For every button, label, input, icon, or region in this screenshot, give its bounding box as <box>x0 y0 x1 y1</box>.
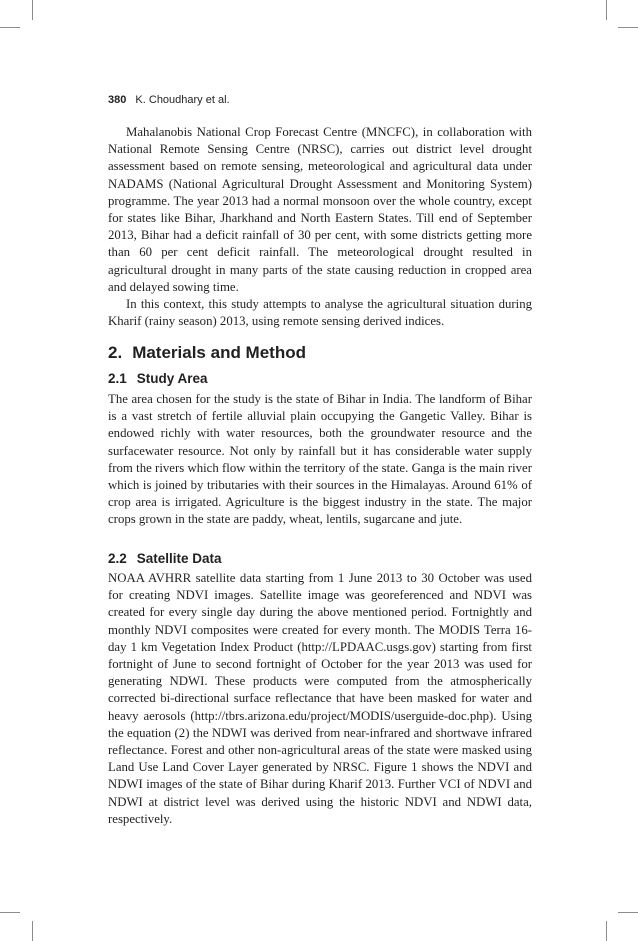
crop-mark-bottom-left-h <box>0 912 20 913</box>
section-heading <box>108 343 306 363</box>
page-number: 380 <box>108 94 127 106</box>
satellite-data-block <box>108 570 532 828</box>
section-title: Materials and Method <box>132 343 306 362</box>
intro-block <box>108 124 532 330</box>
crop-mark-top-left-v <box>32 0 33 20</box>
subsection-number: 2.2 <box>108 551 127 566</box>
crop-mark-top-right-h <box>618 27 638 28</box>
intro-paragraph-2: In this context, this study attempts to analyse the agricultural situation during Kharif (rainy season) 2013, using remote sensing derived indices. <box>108 297 532 329</box>
crop-mark-bottom-right-v <box>606 921 607 941</box>
subsection-title: Satellite Data <box>136 551 222 566</box>
subsection-number: 2.1 <box>108 371 127 386</box>
running-head <box>108 94 230 106</box>
satellite-data-paragraph: NOAA AVHRR satellite data starting from 1 June 2013 to 30 October was used for creating NDVI images. Satellite image was georeferenced and NDVI was created for every single day during the above mentioned period. Fortnightly and monthly NDVI composites were created for every month. The MODIS Terra 16-day 1 km Vegetation Index Product (http://LPDAAC.usgs.gov) starting from first fortnight of June to second fortnight of October for the year 2013 was used for generating NDWI. These products were computed from the atmospherically corrected bi-directional surface reflectance that have been masked for water and heavy aerosols (http://tbrs.arizona.edu/project/MODIS/userguide-doc.php). Using the equation (2) the NDWI was derived from near-infrared and shortwave infrared reflectance. Forest and other non-agricultural areas of the state were masked using Land Use Land Cover Layer generated by NRSC. Figure 1 shows the NDVI and NDWI images of the state of Bihar during Kharif 2013. Further VCI of NDVI and NDWI at district level was derived using the historic NDVI and NDWI data, respectively. <box>108 571 532 826</box>
crop-mark-bottom-right-h <box>618 912 638 913</box>
crop-mark-top-right-v <box>606 0 607 20</box>
crop-mark-top-left-h <box>0 27 20 28</box>
subsection-heading-study-area <box>108 371 208 386</box>
section-number: 2. <box>108 343 123 362</box>
subsection-heading-satellite-data <box>108 551 222 566</box>
study-area-block <box>108 391 532 529</box>
crop-mark-bottom-left-v <box>32 921 33 941</box>
study-area-paragraph: The area chosen for the study is the state of Bihar in India. The landform of Bihar is a vast stretch of fertile alluvial plain occupying the Gangetic Valley. Bihar is endowed richly with water resources, both the groundwater resource and the surfacewater resource. Not only by rainfall but it has considerable water supply from the rivers which flow within the territory of the state. Ganga is the main river which is joined by tributaries with their sources in the Himalayas. Around 61% of crop area is irrigated. Agriculture is the biggest industry in the state. The major crops grown in the state are paddy, wheat, lentils, sugarcane and jute. <box>108 392 532 527</box>
intro-paragraph-1: Mahalanobis National Crop Forecast Centre (MNCFC), in collaboration with National Remote Sensing Centre (NRSC), carries out district level drought assessment based on remote sensing, meteorological and agricultural data under NADAMS (National Agricultural Drought Assessment and Monitoring System) programme. The year 2013 had a normal monsoon over the whole country, except for states like Bihar, Jharkhand and North Eastern States. Till end of September 2013, Bihar had a deficit rainfall of 30 per cent, with some districts getting more than 60 per cent deficit rainfall. The meteorological drought resulted in agricultural drought in many parts of the state causing reduction in cropped area and delayed sowing time. <box>108 125 532 294</box>
running-head-authors: K. Choudhary et al. <box>135 94 230 106</box>
subsection-title: Study Area <box>136 371 208 386</box>
